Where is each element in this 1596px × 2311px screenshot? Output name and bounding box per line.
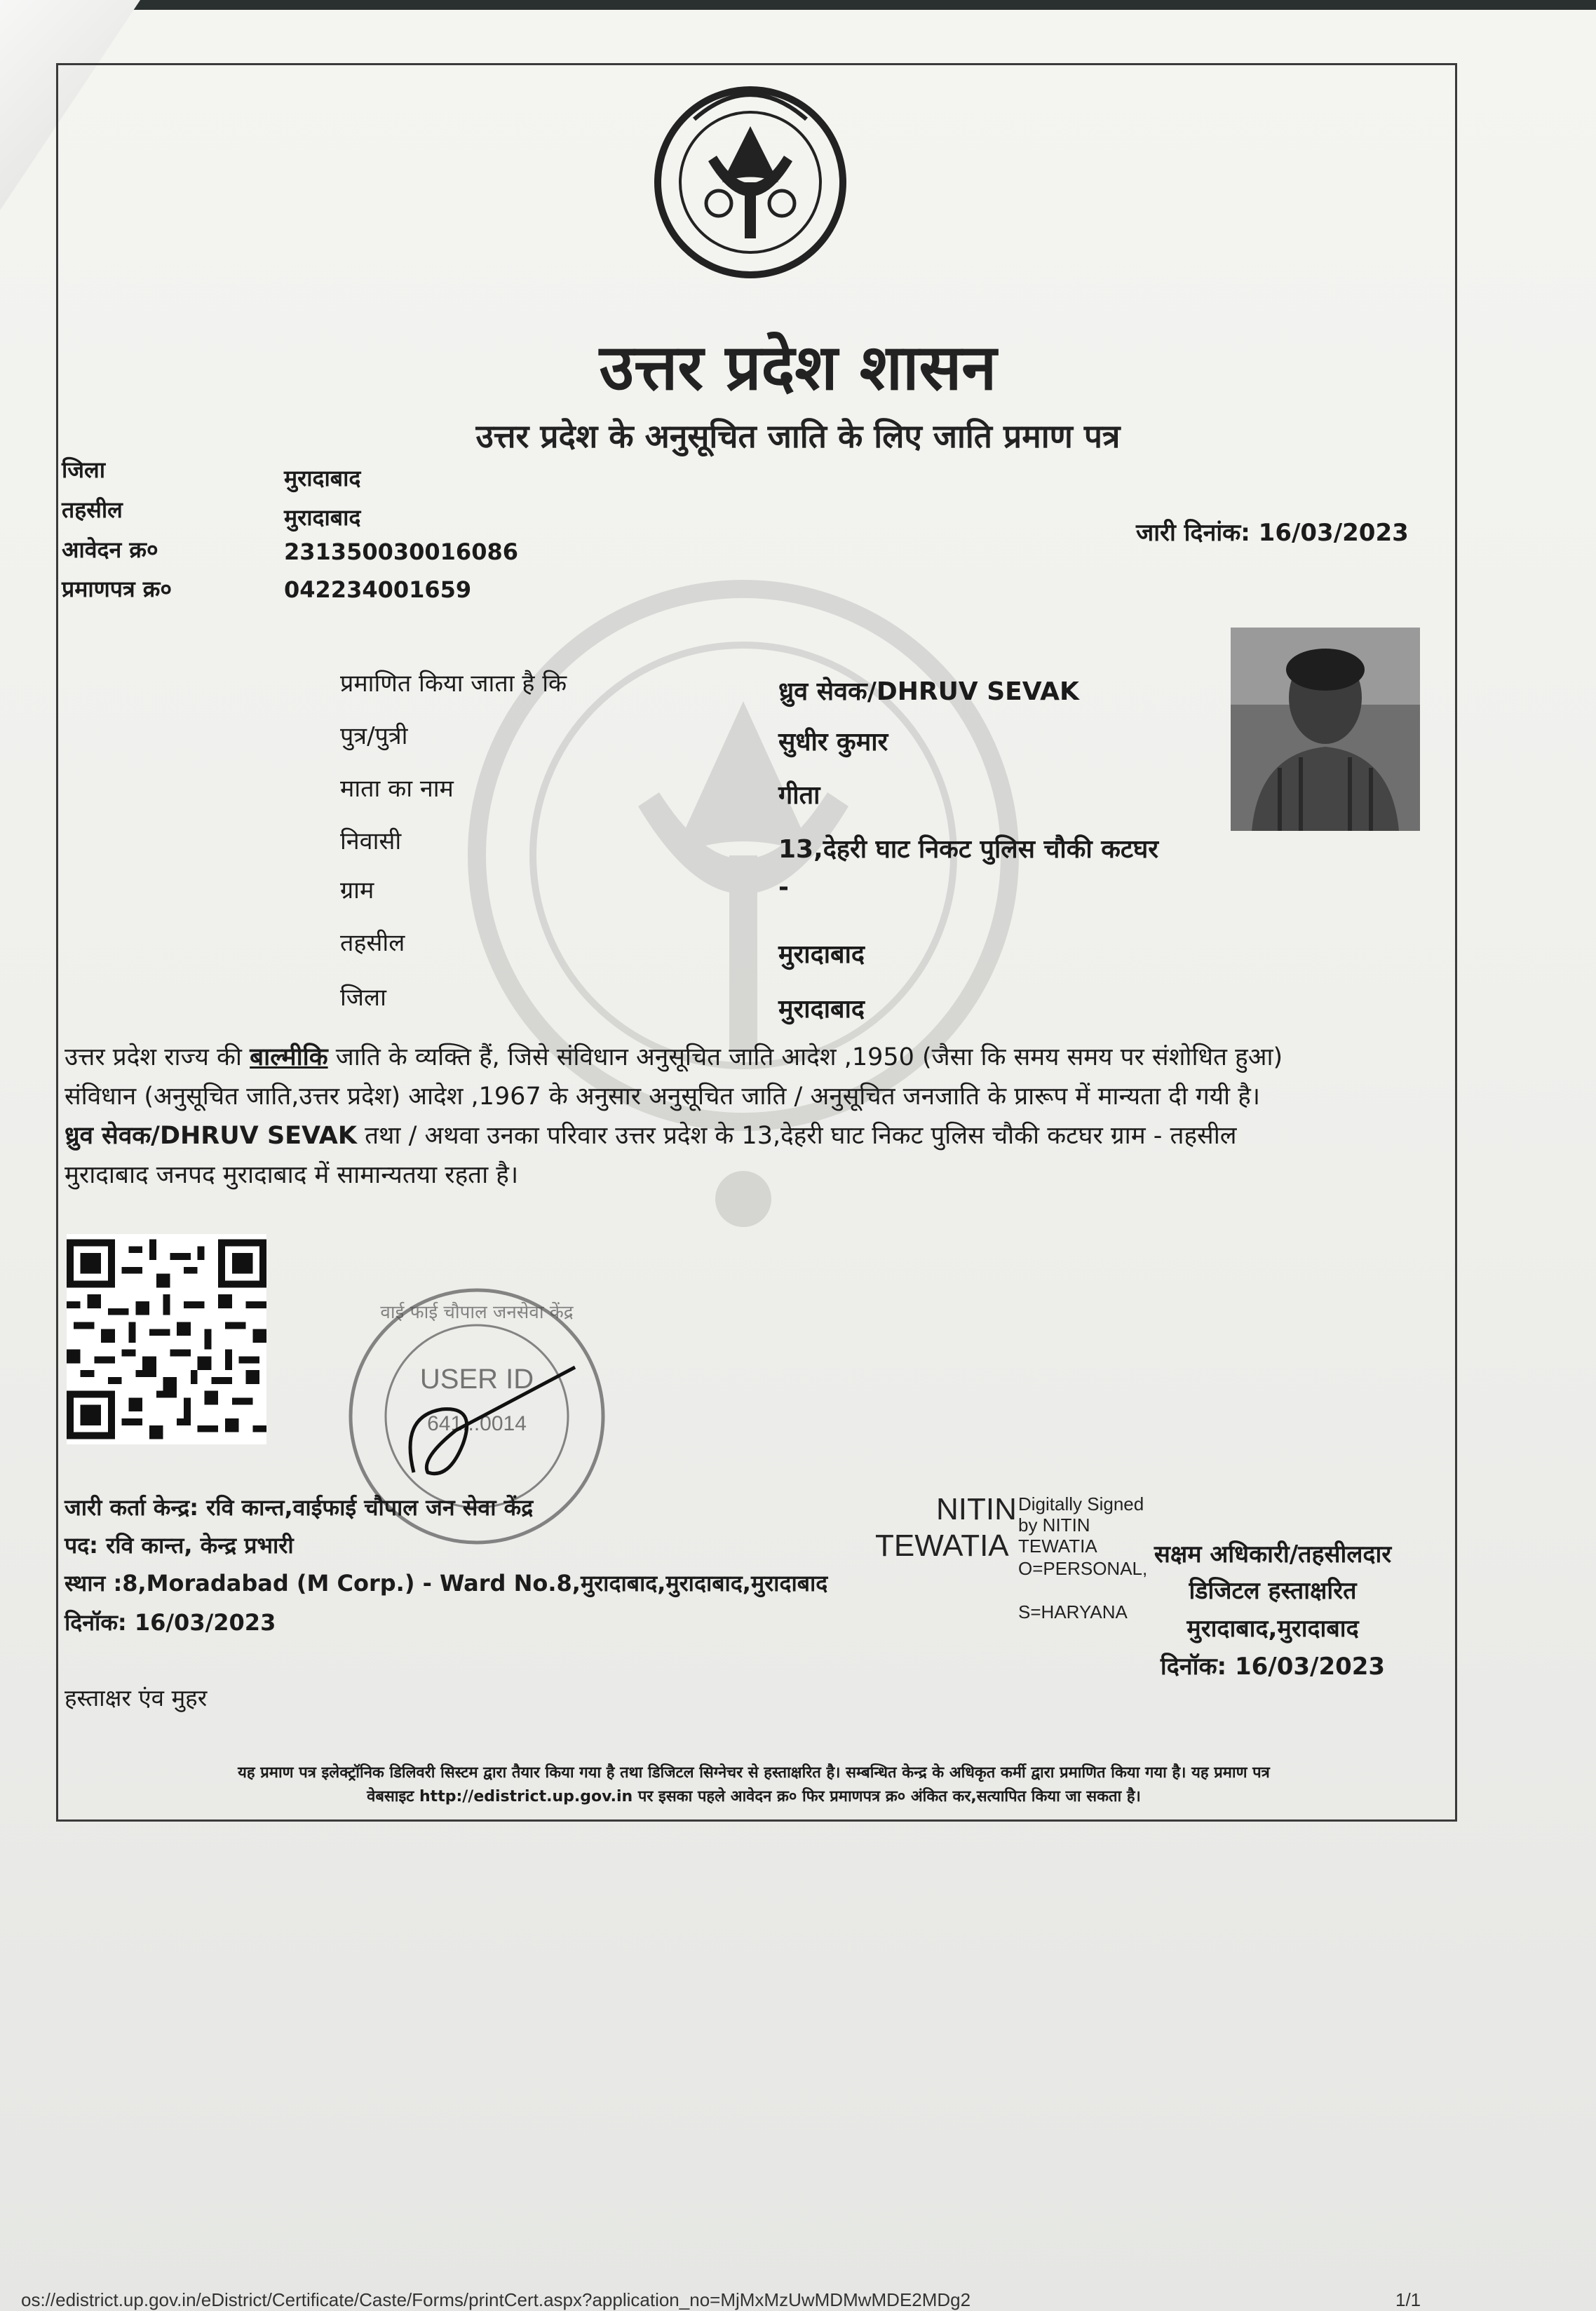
certificate-title: उत्तर प्रदेश के अनुसूचित जाति के लिए जाति प्रमाण पत्र [475,417,1121,455]
officer-digital: डिजिटल हस्ताक्षरित [1189,1577,1357,1605]
father-name: सुधीर कुमार [778,728,888,757]
top-edge [0,0,1596,10]
meta-certificate-value: 042234001659 [284,576,472,603]
ds-detail-2: by NITIN [1018,1514,1090,1536]
body-line-1-suffix: जाति के व्यक्ति हैं, जिसे संविधान अनुसूचित जाति आदेश ,1950 (जैसा कि समय समय पर संशोधित हुआ) [327,1043,1283,1071]
meta-district-label: जिला [62,456,106,483]
ds-detail-3: TEWATIA [1018,1536,1097,1557]
child-of-label: पुत्र/पुत्री [340,722,408,750]
issuer-place: स्थान :8,Moradabad (M Corp.) - Ward No.8,मुरादाबाद,मुरादाबाद,मुरादाबाद [65,1570,828,1597]
mother-label: माता का नाम [340,775,454,803]
ds-name-first: NITIN [936,1492,1017,1526]
ds-detail-1: Digitally Signed [1018,1493,1144,1514]
footer-note-line-2: वेबसाइट http://edistrict.up.gov.in पर इसका पहले आवेदन क्र० फिर प्रमाणपत्र क्र० अंकित कर,सत्यापित किया जा सकता है। [367,1788,1141,1805]
detail-district-value: मुरादाबाद [778,995,865,1024]
officer-date: दिनॉक: 16/03/2023 [1160,1653,1386,1681]
meta-certificate-label: प्रमाणपत्र क्र० [62,576,172,602]
body-applicant-name: ध्रुव सेवक/DHRUV SEVAK [65,1122,357,1150]
mother-name: गीता [778,781,820,810]
up-govt-emblem [652,77,848,287]
qr-code [67,1234,266,1444]
applicant-photo [1231,628,1420,831]
ds-detail-5: S=HARYANA [1018,1601,1128,1622]
body-line-2: संविधान (अनुसूचित जाति,उत्तर प्रदेश) आदेश ,1967 के अनुसार अनुसूचित जाति / अनुसूचित जनजाति के प्रारूप में मान्यता दी गयी है। [65,1083,1261,1111]
issuer-center: जारी कर्ता केन्द्र: रवि कान्त,वाईफाई चौपाल जन सेवा केंद्र [65,1494,534,1521]
body-line-3-suffix: तथा / अथवा उनका परिवार उत्तर प्रदेश के 13,देहरी घाट निकट पुलिस चौकी कटघर ग्राम - तहसील [356,1122,1237,1150]
village-label: ग्राम [340,876,374,904]
footer-note [70,1761,1438,1809]
detail-tehsil-label: तहसील [340,929,405,957]
resident-value: 13,देहरी घाट निकट पुलिस चौकी कटघर [778,835,1159,864]
seal-user-id-value: 641...0014 [427,1412,527,1435]
meta-tehsil-label: तहसील [62,496,123,523]
body-line-3 [65,1116,1390,1156]
ds-detail-4: O=PERSONAL, [1018,1558,1148,1579]
officer-location: मुरादाबाद,मुरादाबाद [1186,1615,1359,1643]
body-line-1-prefix: उत्तर प्रदेश राज्य की [65,1043,250,1071]
detail-tehsil-value: मुरादाबाद [778,940,865,969]
ds-name-last: TEWATIA [875,1529,1009,1563]
meta-district-value: मुरादाबाद [284,465,361,492]
issuer-post: पद: रवि कान्त, केन्द्र प्रभारी [65,1532,294,1559]
government-title: उत्तर प्रदेश शासन [599,330,997,405]
applicant-name: ध्रुव सेवक/DHRUV SEVAK [778,677,1079,706]
signature-seal-label: हस्ताक्षर एंव मुहर [65,1684,208,1712]
seal-ring-text: वाई फाई चौपाल जनसेवा केंद्र [380,1302,574,1323]
meta-tehsil-value: मुरादाबाद [284,504,361,531]
caste-name: बाल्मीकि [250,1043,328,1071]
officer-title: सक्षम अधिकारी/तहसीलदार [1154,1540,1392,1568]
issuer-date: दिनॉक: 16/03/2023 [65,1609,276,1636]
seal-user-id-label: USER ID [419,1364,534,1395]
resident-label: निवासी [340,827,402,855]
meta-application-value: 231350030016086 [284,538,518,565]
detail-district-label: जिला [340,984,386,1012]
issue-date: जारी दिनांक: 16/03/2023 [1136,519,1409,547]
body-line-1 [65,1038,1390,1077]
meta-application-label: आवेदन क्र० [62,536,158,563]
body-line-4: मुरादाबाद जनपद मुरादाबाद में सामान्यतया रहता है। [65,1161,519,1189]
page-number: 1/1 [1395,2289,1421,2310]
footer-note-line-1: यह प्रमाण पत्र इलेक्ट्रॉनिक डिलिवरी सिस्टम द्वारा तैयार किया गया है तथा डिजिटल सिग्नेचर से हस्ताक्षरित है। सम्बन्धित केन्द्र के अधिकृत कर्मी द्वारा प्रमाणित किया गया है। यह प्रमाण पत्र [238,1764,1270,1782]
certify-label: प्रमाणित किया जाता है कि [340,670,567,698]
print-url: os://edistrict.up.gov.in/eDistrict/Certificate/Caste/Forms/printCert.aspx?application_no=MjMxMzUwMDMwMDE2MDg2 [21,2289,971,2310]
village-value: - [778,873,789,902]
